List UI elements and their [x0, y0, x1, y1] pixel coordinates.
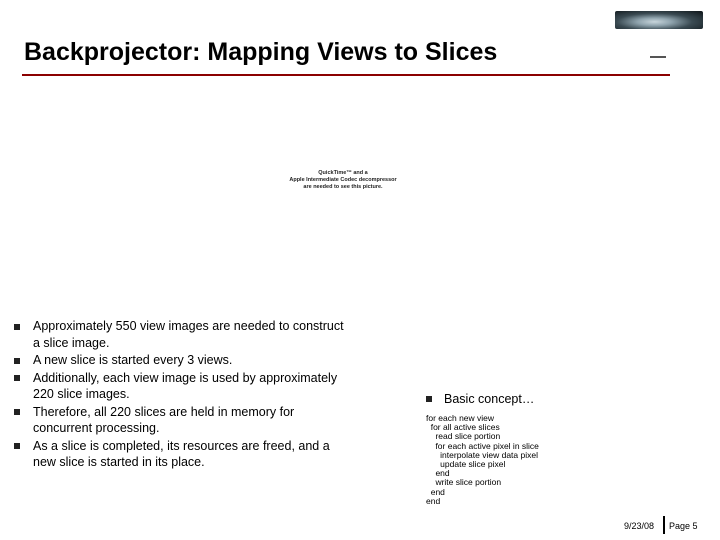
- footer-page-number: Page 5: [669, 521, 698, 531]
- bullet-item: [14, 318, 344, 351]
- bullet-item: [14, 404, 344, 437]
- bullet-text: Additionally, each view image is used by approximately 220 slice images.: [33, 370, 338, 401]
- concept-bullet: [426, 391, 534, 407]
- bullet-square-icon: [14, 375, 20, 381]
- bullet-item: [14, 438, 344, 471]
- bullet-list: [14, 318, 344, 472]
- bullet-text: Therefore, all 220 slices are held in memory for concurrent processing.: [33, 404, 295, 435]
- earth-globe-logo-icon: [615, 11, 703, 29]
- bullet-item: [14, 370, 344, 403]
- quicktime-placeholder: [278, 170, 408, 191]
- bullet-square-icon: [426, 396, 432, 402]
- logo-caption-mark: [650, 56, 666, 58]
- quicktime-placeholder-text: QuickTime™ and a Apple Intermediate Codec decompressor are needed to see this picture.: [289, 170, 397, 190]
- bullet-item: [14, 352, 344, 369]
- title-divider: [22, 74, 670, 76]
- bullet-text: Approximately 550 view images are needed to construct a slice image.: [33, 319, 344, 350]
- concept-bullet-text: Basic concept…: [444, 392, 535, 406]
- slide-title: Backprojector: Mapping Views to Slices: [24, 38, 498, 66]
- footer-date: 9/23/08: [624, 521, 655, 531]
- pseudocode-block: for each new view for all active slices read slice portion for each active pixel in slice interpolate view data pixel update slice pixel end write slice portion end end: [426, 413, 539, 506]
- bullet-square-icon: [14, 358, 20, 364]
- footer-divider: [663, 516, 665, 534]
- bullet-square-icon: [14, 443, 20, 449]
- bullet-text: As a slice is completed, its resources are freed, and a new slice is started in its place.: [33, 438, 330, 469]
- bullet-square-icon: [14, 324, 20, 330]
- bullet-text: A new slice is started every 3 views.: [33, 353, 233, 367]
- bullet-square-icon: [14, 409, 20, 415]
